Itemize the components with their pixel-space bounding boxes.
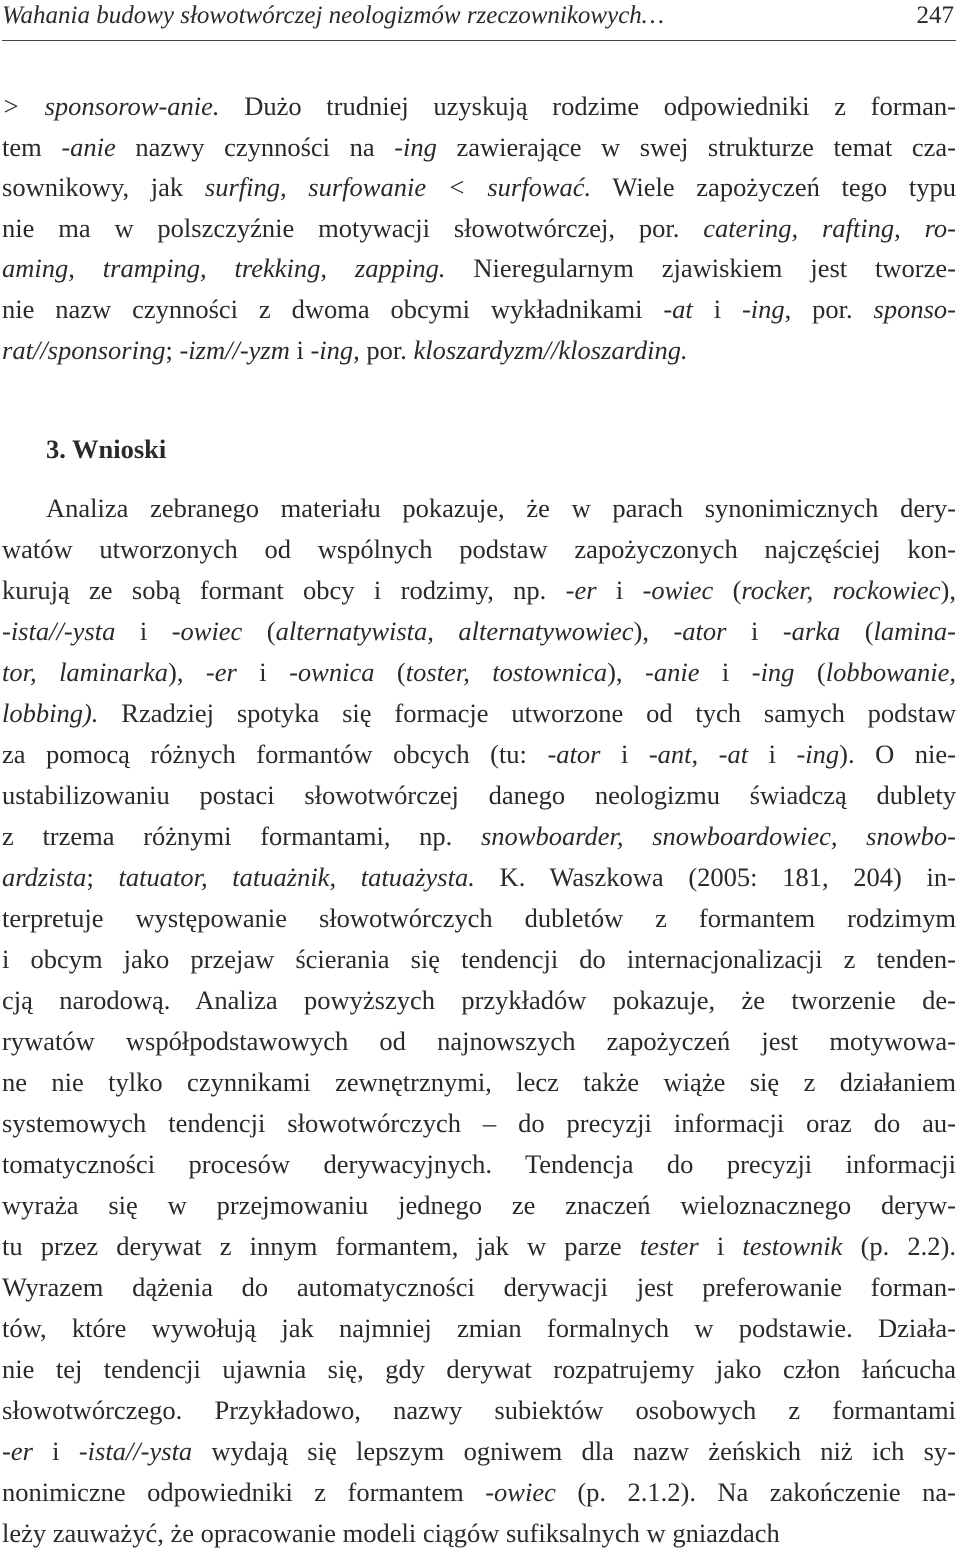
text-run: ), (940, 575, 956, 605)
text-line (2, 1267, 956, 1308)
text-run: tomatyczności procesów derywacyjnych. Tendencja do precyzji informacji (2, 1149, 956, 1179)
text-run: i (748, 739, 797, 769)
text-run: terpretuje występowanie słowotwórczych dubletów z formantem rodzimym (2, 903, 956, 933)
italic-term: aming, tramping, trekking, zapping. (2, 253, 446, 284)
italic-term: rat//sponsoring (2, 334, 166, 365)
text-run: ustabilizowaniu postaci słowotwórczej danego neologizmu świadczą dublety (2, 780, 956, 810)
text-run: , por. (784, 294, 874, 324)
running-head (2, 0, 956, 41)
text-line (2, 529, 956, 570)
italic-term: -ing (751, 657, 795, 687)
italic-term: -ista//-ysta (78, 1436, 193, 1466)
italic-term: surfing, surfowanie < surfować. (204, 172, 592, 203)
text-line (2, 939, 956, 980)
italic-term: snowboarder, snowboardowiec, snowbo- (480, 821, 956, 851)
text-run: i (698, 1231, 743, 1261)
italic-term: sponso- (873, 294, 956, 324)
text-line (2, 289, 956, 330)
text-run: nonimiczne odpowiedniki z formantem (2, 1477, 486, 1507)
italic-term: tatuator, tatuażnik, tatuażysta. (118, 862, 475, 892)
italic-term: -er (565, 575, 597, 605)
text-line (2, 1431, 956, 1472)
text-line (2, 570, 956, 611)
italic-term: -ing (796, 739, 840, 769)
italic-term: kloszardyzm//kloszarding. (413, 334, 688, 365)
text-run: nie tej tendencji ujawnia się, gdy derywat rozpatrujemy jako człon łańcucha (2, 1354, 956, 1384)
italic-term: alternatywista, alternatywowiec (275, 616, 634, 646)
italic-term: catering, rafting, ro- (703, 212, 956, 243)
text-line (2, 1226, 956, 1267)
running-head-title: Wahania budowy słowotwórczej neologizmów rzeczownikowych… (2, 2, 665, 29)
text-run: i (692, 294, 742, 324)
italic-term: toster, tostownica (405, 657, 608, 687)
text-run: Analiza zebranego materiału pokazuje, że w parach synonimicznych dery- (46, 493, 956, 523)
italic-term: -ownica (289, 657, 375, 687)
text-run: i (596, 575, 643, 605)
italic-term: -ing (741, 294, 785, 324)
italic-term: -owiec (485, 1477, 556, 1507)
text-line (2, 816, 956, 857)
text-line (2, 898, 956, 939)
text-run: nie nazw czynności z dwoma obcymi wykładnikami (2, 294, 664, 324)
text-run: Rzadziej spotyka się formacje utworzone od tych samych podstaw (98, 698, 956, 728)
text-run: ( (374, 657, 406, 687)
italic-term: -anie (645, 657, 700, 687)
text-run: i (699, 657, 752, 687)
italic-term: lamina- (873, 616, 956, 646)
text-run: i (115, 616, 172, 646)
text-run: słowotwórczego. Przykładowo, nazwy subiektów osobowych z formantami (2, 1395, 956, 1425)
text-line (2, 1513, 956, 1554)
text-run: ( (794, 657, 826, 687)
italic-term: -owiec (642, 575, 714, 605)
text-run: ; (165, 334, 180, 365)
page-number: 247 (916, 2, 954, 29)
text-line (2, 1472, 956, 1513)
italic-term: testownik (742, 1231, 843, 1261)
text-run: tu przez derywat z innym formantem, jak w parze (2, 1231, 640, 1261)
text-run: zawierające w swej strukturze temat cza- (436, 131, 956, 162)
italic-term: -owiec (171, 616, 243, 646)
italic-term: -ista//-ysta (2, 616, 116, 646)
text-run: wyraża się w przejmowaniu jednego ze znaczeń wieloznacznego deryw- (2, 1190, 956, 1220)
text-run: i (600, 739, 649, 769)
text-run: i (726, 616, 783, 646)
text-run: (p. 2.1.2). Na zakończenie na- (555, 1477, 956, 1507)
text-run: i (289, 334, 311, 365)
text-run: ( (713, 575, 742, 605)
italic-term: -izm//-yzm (179, 334, 290, 365)
text-run: i (32, 1436, 79, 1466)
italic-term: > sponsorow-anie. (2, 91, 220, 121)
text-line (2, 167, 956, 208)
text-line (2, 330, 956, 371)
text-run: ne nie tylko czynnikami zewnętrznymi, lecz także wiąże się z działaniem (2, 1067, 956, 1097)
italic-term: -ator (547, 739, 601, 769)
italic-term: -anie (61, 131, 116, 162)
text-run: z trzema różnymi formantami, np. (2, 821, 481, 851)
italic-term: lobbing). (2, 698, 99, 728)
italic-term: -ing (310, 334, 354, 365)
text-line (2, 980, 956, 1021)
text-run: ). O nie- (839, 739, 956, 769)
italic-term: -ant (648, 739, 692, 769)
text-line (2, 248, 956, 289)
text-run: ), (607, 657, 646, 687)
text-line (46, 488, 956, 529)
text-run: i obcym jako przejaw ścierania się tendencji do internacjonalizacji z tenden- (2, 944, 956, 974)
italic-term: -arka (782, 616, 841, 646)
text-line (2, 86, 956, 127)
text-run: ( (242, 616, 276, 646)
text-run: , (691, 739, 719, 769)
text-run: watów utworzonych od wspólnych podstaw zapożyczonych najczęściej kon- (2, 534, 956, 564)
text-run: sownikowy, jak (2, 172, 205, 203)
text-run: tów, które wywołują jak najmniej zmian formalnych w podstawie. Działa- (2, 1313, 956, 1343)
text-run: ; (86, 862, 119, 892)
text-line (2, 1349, 956, 1390)
text-run: ), (633, 616, 674, 646)
text-line (2, 208, 956, 249)
text-line (2, 857, 956, 898)
text-run: Wyrazem dążenia do automatyczności derywacji jest preferowanie forman- (2, 1272, 956, 1302)
italic-term: -at (663, 294, 693, 324)
text-line (2, 775, 956, 816)
text-line (2, 1062, 956, 1103)
text-line (2, 652, 956, 693)
text-run: Dużo trudniej uzyskują rodzime odpowiedniki z forman- (219, 91, 956, 121)
text-line (2, 611, 956, 652)
italic-term: tor, laminarka (2, 657, 169, 687)
text-run: ), (168, 657, 206, 687)
italic-term: -er (205, 657, 237, 687)
text-line (2, 127, 956, 168)
text-run: za pomocą różnych formantów obcych (tu: (2, 739, 548, 769)
text-run: (p. 2.2). (842, 1231, 956, 1261)
text-line (2, 1308, 956, 1349)
text-line (2, 1103, 956, 1144)
section-heading: 3. Wnioski (46, 434, 167, 464)
text-line (2, 693, 956, 734)
italic-term: -ator (673, 616, 727, 646)
italic-term: -ing (394, 131, 437, 162)
text-run: , por. (353, 334, 414, 365)
text-run: cją narodową. Analiza powyższych przykładów pokazuje, że tworzenie de- (2, 985, 956, 1015)
text-run: kurują ze sobą formant obcy i rodzimy, np. (2, 575, 566, 605)
italic-term: -at (718, 739, 749, 769)
italic-term: tester (639, 1231, 699, 1261)
text-run: rywatów współpodstawowych od najnowszych zapożyczeń jest motywowa- (2, 1026, 956, 1056)
text-run: Nieregularnym zjawiskiem jest tworze- (445, 253, 956, 284)
italic-term: lobbowanie, (825, 657, 957, 687)
text-line (2, 734, 956, 775)
text-run: leży zauważyć, że opracowanie modeli ciągów sufiksalnych w gniazdach (2, 1518, 780, 1548)
text-run: ( (840, 616, 874, 646)
text-run: K. Waszkowa (2005: 181, 204) in- (474, 862, 956, 892)
text-run: i (236, 657, 290, 687)
text-line (2, 1144, 956, 1185)
text-run: nie ma w polszczyźnie motywacji słowotwórczej, por. (2, 212, 704, 243)
text-run: wydają się lepszym ogniwem dla nazw żeńskich niż ich sy- (192, 1436, 956, 1466)
italic-term: ardzista (2, 862, 87, 892)
italic-term: rocker, rockowiec (741, 575, 941, 605)
text-run: systemowych tendencji słowotwórczych – do precyzji informacji oraz do au- (2, 1108, 956, 1138)
text-run: tem (2, 131, 62, 162)
text-run: nazwy czynności na (115, 131, 395, 162)
text-line (2, 1021, 956, 1062)
text-line (2, 1390, 956, 1431)
italic-term: -er (2, 1436, 33, 1466)
text-run: Wiele zapożyczeń tego typu (591, 172, 956, 203)
text-line (2, 1185, 956, 1226)
